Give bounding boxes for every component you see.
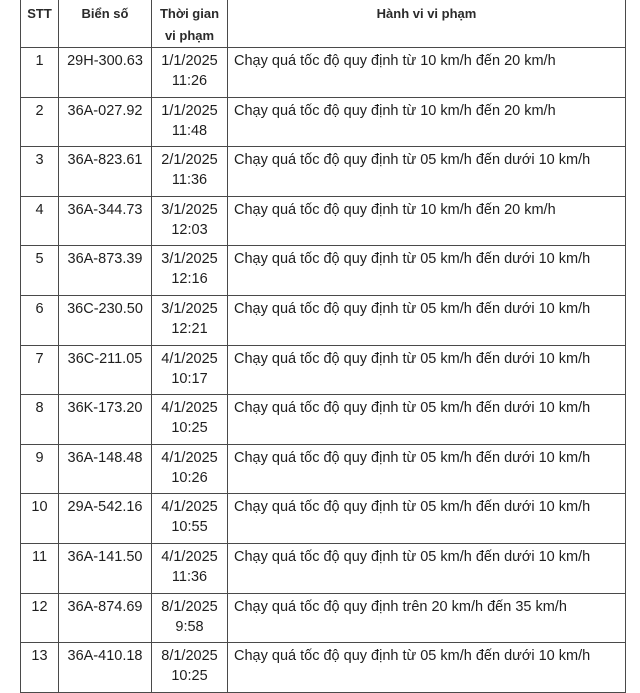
cell-plate: 36C-230.50 <box>59 295 152 345</box>
cell-stt: 3 <box>21 147 59 197</box>
cell-stt: 7 <box>21 345 59 395</box>
cell-time <box>152 295 228 345</box>
header-violation: Hành vi vi phạm <box>228 0 626 48</box>
cell-violation: Chạy quá tốc độ quy định từ 10 km/h đến 20 km/h <box>228 97 626 147</box>
cell-time <box>152 593 228 643</box>
header-stt: STT <box>21 0 59 48</box>
cell-stt: 5 <box>21 246 59 296</box>
table-row <box>21 295 626 345</box>
cell-time <box>152 494 228 544</box>
cell-stt: 10 <box>21 494 59 544</box>
cell-date: 8/1/2025 <box>161 648 218 665</box>
cell-violation: Chạy quá tốc độ quy định từ 05 km/h đến dưới 10 km/h <box>228 444 626 494</box>
table-row <box>21 593 626 643</box>
cell-time <box>152 345 228 395</box>
header-time-line2: vi phạm <box>164 28 215 43</box>
cell-time <box>152 395 228 445</box>
cell-date: 3/1/2025 <box>161 300 218 317</box>
cell-plate: 36C-211.05 <box>59 345 152 395</box>
cell-violation: Chạy quá tốc độ quy định từ 05 km/h đến dưới 10 km/h <box>228 345 626 395</box>
header-time-line1: Thời gian <box>159 6 220 21</box>
cell-plate: 36A-027.92 <box>59 97 152 147</box>
cell-date: 4/1/2025 <box>161 449 218 466</box>
cell-clock: 10:55 <box>171 519 208 536</box>
cell-plate: 36A-410.18 <box>59 643 152 693</box>
table-row <box>21 48 626 98</box>
cell-clock: 10:26 <box>171 469 208 486</box>
table-body <box>21 48 626 693</box>
header-row <box>21 0 626 48</box>
cell-plate: 36K-173.20 <box>59 395 152 445</box>
cell-clock: 10:25 <box>171 420 208 437</box>
table-row <box>21 97 626 147</box>
cell-time <box>152 97 228 147</box>
cell-time <box>152 444 228 494</box>
table-header <box>21 0 626 48</box>
cell-stt: 1 <box>21 48 59 98</box>
cell-date: 4/1/2025 <box>161 548 218 565</box>
cell-violation: Chạy quá tốc độ quy định từ 05 km/h đến dưới 10 km/h <box>228 295 626 345</box>
cell-plate: 36A-873.39 <box>59 246 152 296</box>
violations-table <box>20 0 626 693</box>
cell-date: 2/1/2025 <box>161 152 218 169</box>
cell-violation: Chạy quá tốc độ quy định từ 05 km/h đến dưới 10 km/h <box>228 395 626 445</box>
cell-violation: Chạy quá tốc độ quy định từ 05 km/h đến dưới 10 km/h <box>228 147 626 197</box>
cell-clock: 10:17 <box>171 370 208 387</box>
cell-time <box>152 196 228 246</box>
cell-clock: 12:21 <box>171 320 208 337</box>
table-row <box>21 543 626 593</box>
cell-stt: 12 <box>21 593 59 643</box>
cell-date: 8/1/2025 <box>161 598 218 615</box>
cell-clock: 11:36 <box>171 172 208 189</box>
cell-plate: 36A-823.61 <box>59 147 152 197</box>
cell-violation: Chạy quá tốc độ quy định trên 20 km/h đến 35 km/h <box>228 593 626 643</box>
header-plate: Biển số <box>59 0 152 48</box>
cell-violation: Chạy quá tốc độ quy định từ 05 km/h đến dưới 10 km/h <box>228 643 626 693</box>
cell-stt: 8 <box>21 395 59 445</box>
cell-clock: 10:25 <box>171 668 208 685</box>
cell-clock: 12:03 <box>171 221 208 238</box>
header-time <box>152 0 228 48</box>
cell-violation: Chạy quá tốc độ quy định từ 10 km/h đến 20 km/h <box>228 48 626 98</box>
cell-date: 1/1/2025 <box>161 53 218 69</box>
cell-plate: 29H-300.63 <box>59 48 152 98</box>
cell-time <box>152 48 228 98</box>
cell-stt: 4 <box>21 196 59 246</box>
table-row <box>21 196 626 246</box>
cell-clock: 11:48 <box>171 122 208 139</box>
table-row <box>21 395 626 445</box>
cell-stt: 6 <box>21 295 59 345</box>
cell-clock: 11:36 <box>171 568 208 585</box>
cell-violation: Chạy quá tốc độ quy định từ 05 km/h đến dưới 10 km/h <box>228 494 626 544</box>
cell-stt: 11 <box>21 543 59 593</box>
cell-clock: 12:16 <box>171 271 208 288</box>
table-row <box>21 444 626 494</box>
cell-plate: 36A-141.50 <box>59 543 152 593</box>
cell-date: 1/1/2025 <box>161 102 218 119</box>
cell-violation: Chạy quá tốc độ quy định từ 10 km/h đến 20 km/h <box>228 196 626 246</box>
table-row <box>21 345 626 395</box>
cell-date: 3/1/2025 <box>161 201 218 218</box>
cell-date: 4/1/2025 <box>161 499 218 516</box>
cell-stt: 9 <box>21 444 59 494</box>
table-row <box>21 494 626 544</box>
cell-time <box>152 147 228 197</box>
cell-stt: 13 <box>21 643 59 693</box>
cell-plate: 36A-344.73 <box>59 196 152 246</box>
cell-violation: Chạy quá tốc độ quy định từ 05 km/h đến dưới 10 km/h <box>228 246 626 296</box>
cell-plate: 29A-542.16 <box>59 494 152 544</box>
cell-plate: 36A-874.69 <box>59 593 152 643</box>
cell-stt: 2 <box>21 97 59 147</box>
cell-violation: Chạy quá tốc độ quy định từ 05 km/h đến dưới 10 km/h <box>228 543 626 593</box>
cell-time <box>152 543 228 593</box>
table-row <box>21 147 626 197</box>
cell-date: 3/1/2025 <box>161 251 218 268</box>
cell-clock: 11:26 <box>171 73 208 89</box>
cell-date: 4/1/2025 <box>161 400 218 417</box>
cell-plate: 36A-148.48 <box>59 444 152 494</box>
cell-clock: 9:58 <box>175 618 204 635</box>
cell-time <box>152 246 228 296</box>
table-row <box>21 246 626 296</box>
cell-date: 4/1/2025 <box>161 350 218 367</box>
